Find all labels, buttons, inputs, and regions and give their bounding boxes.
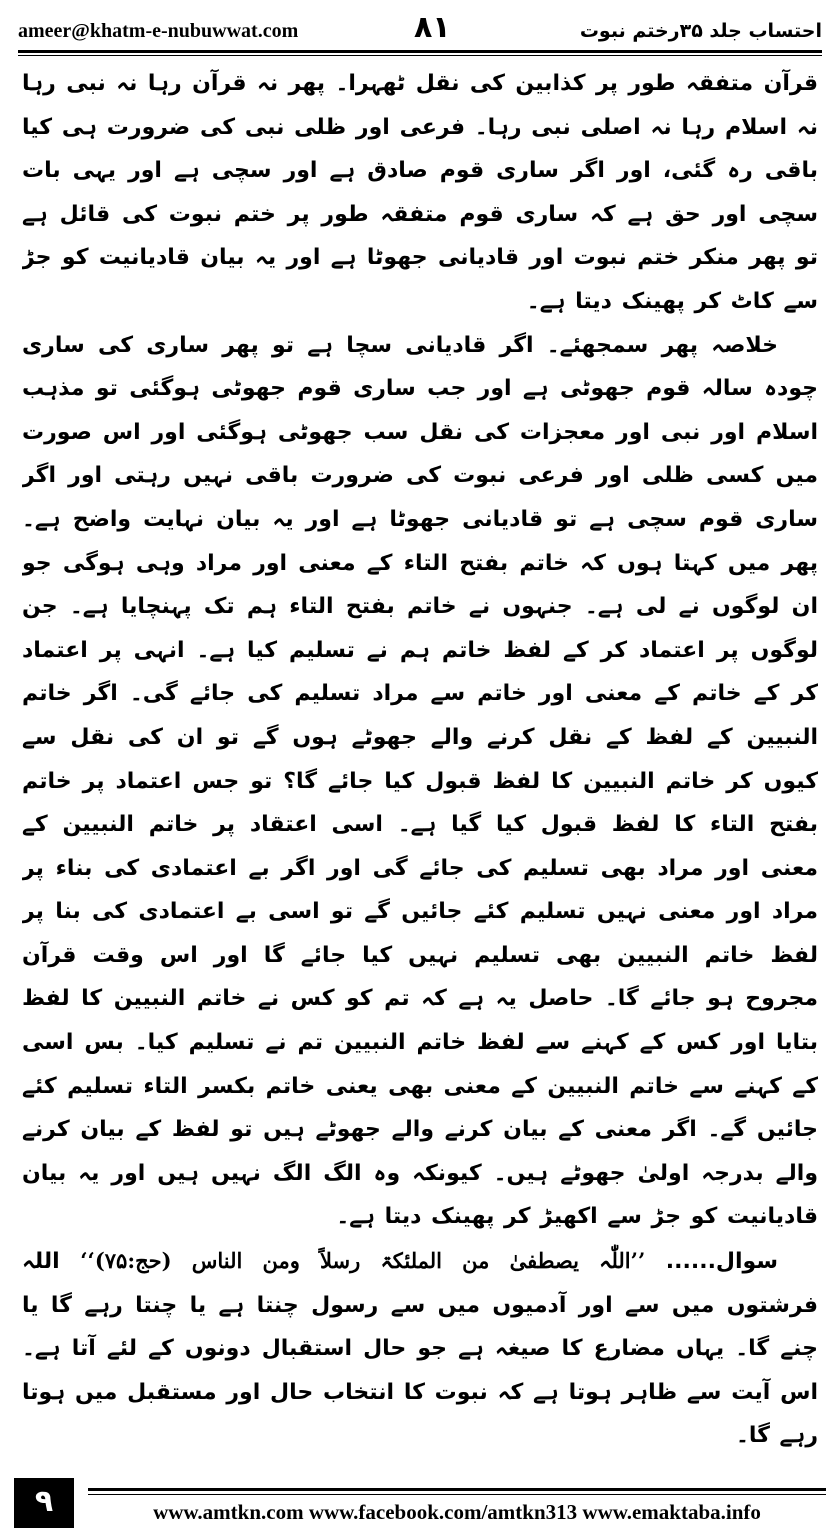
question-text: اللہ فرشتوں میں سے اور آدمیوں میں سے رسول چنتا ہے یا چنتا رہے گا یا چنے گا۔ یہاں مضارع کا صیغہ ہے جو حال استقبال دونوں کے لئے آتا ہے۔ اس آیت سے ظاہر ہوتا ہے کہ نبوت کا انتخاب حال اور مستقبل میں ہوتا رہے گا۔ <box>22 1249 818 1449</box>
question-label: سوال...... <box>665 1249 778 1275</box>
question-verse: ’’اللّٰہ یصطفیٰ من الملئکۃ رسلاً ومن الناس (حج:۷۵)‘‘ <box>80 1248 646 1274</box>
footer-rule <box>88 1488 826 1491</box>
header-email[interactable]: ameer@khatm-e-nubuwwat.com <box>18 19 299 42</box>
footer-rule-thin <box>88 1494 826 1495</box>
page-body <box>22 62 818 1452</box>
page-header <box>18 10 822 48</box>
paragraph-1: قرآن متفقہ طور پر کذابین کی نقل ٹھہرا۔ پھر نہ قرآن رہا نہ نبی رہا نہ اسلام رہا نہ اصلی نبی رہا۔ فرعی اور ظلی نبی کی ضرورت ہی کیا باقی رہ گئی، اور اگر ساری قوم صادق ہے اور سچی ہے اور یہی بات سچی اور حق ہے کہ ساری قوم متفقہ طور پر ختم نبوت کی قائل ہے تو پھر منکر ختم نبوت اور قادیانی جھوٹا ہے اور یہ بیان قادیانیت کو جڑ سے کاٹ کر پھینک دیتا ہے۔ <box>22 71 818 314</box>
question-paragraph <box>22 1239 818 1452</box>
header-rule-thin <box>18 55 822 56</box>
paragraph-2: خلاصہ پھر سمجھئے۔ اگر قادیانی سچا ہے تو پھر ساری کی ساری چودہ سالہ قوم جھوٹی ہے اور جب ساری قوم جھوٹی ہوگئی تو مذہب اسلام اور نبی اور معجزات کی نقل سب جھوٹی ہوگئی اور اس صورت میں کسی ظلی اور فرعی نبوت کی ضرورت باقی نہیں رہتی اور اگر ساری قوم سچی ہے تو قادیانی جھوٹا ہے اور یہ بیان نہایت واضح ہے۔ پھر میں کہتا ہوں کہ خاتم بفتح التاء کے معنی اور مراد وہی ہوگی جو ان لوگوں نے لی ہے۔ جنہوں نے خاتم بفتح التاء ہم تک پہنچایا ہے۔ جن لوگوں پر اعتماد کر کے لفظ خاتم ہم نے تسلیم کیا ہے۔ انہی پر اعتماد کر کے خاتم کے معنی اور خاتم سے مراد تسلیم کی جائے گی۔ اگر خاتم النبیین کے لفظ کے نقل کرنے والے جھوٹے ہوں گے تو ان کی نقل سے کیوں کر خاتم النبیین کا لفظ قبول کیا جائے گا؟ تو جس اعتماد پر خاتم بفتح التاء کا لفظ قبول کیا گیا ہے۔ اسی اعتقاد پر خاتم النبیین کے معنی اور مراد بھی تسلیم کی جائے گی اور اگر بے اعتمادی کی بناء پر مراد اور معنی نہیں تسلیم کئے جائیں گے تو اسی بے اعتمادی کی بنا پر لفظ خاتم النبیین بھی تسلیم نہیں کیا جائے گا اور اس وقت قرآن مجروح ہو جائے گا۔ حاصل یہ ہے کہ تم کو کس نے خاتم النبیین کا لفظ بتایا اور کس کے کہنے سے لفظ خاتم النبیین تم نے تسلیم کیا۔ بس اسی کے کہنے سے خاتم النبیین کے معنی بھی یعنی خاتم بکسر التاء تسلیم کئے جائیں گے۔ اگر معنی کے بیان کرنے والے جھوٹے ہیں تو لفظ کے بیان کرنے والے بدرجہ اولیٰ جھوٹے ہیں۔ کیونکہ وہ الگ الگ نہیں ہیں اور یہ بیان قادیانیت کو جڑ سے اکھیڑ کر پھینک دیتا ہے۔ <box>22 332 818 1230</box>
header-rule <box>18 50 822 53</box>
footer-folio: ۹ <box>14 1478 74 1528</box>
header-book-title: احتساب جلد ۳۵رختم نبوت <box>579 20 822 42</box>
header-page-number: ۸۱ <box>414 10 451 45</box>
page-footer <box>14 1478 826 1532</box>
footer-links[interactable]: www.amtkn.com www.facebook.com/amtkn313 www.emaktaba.info <box>153 1500 761 1524</box>
